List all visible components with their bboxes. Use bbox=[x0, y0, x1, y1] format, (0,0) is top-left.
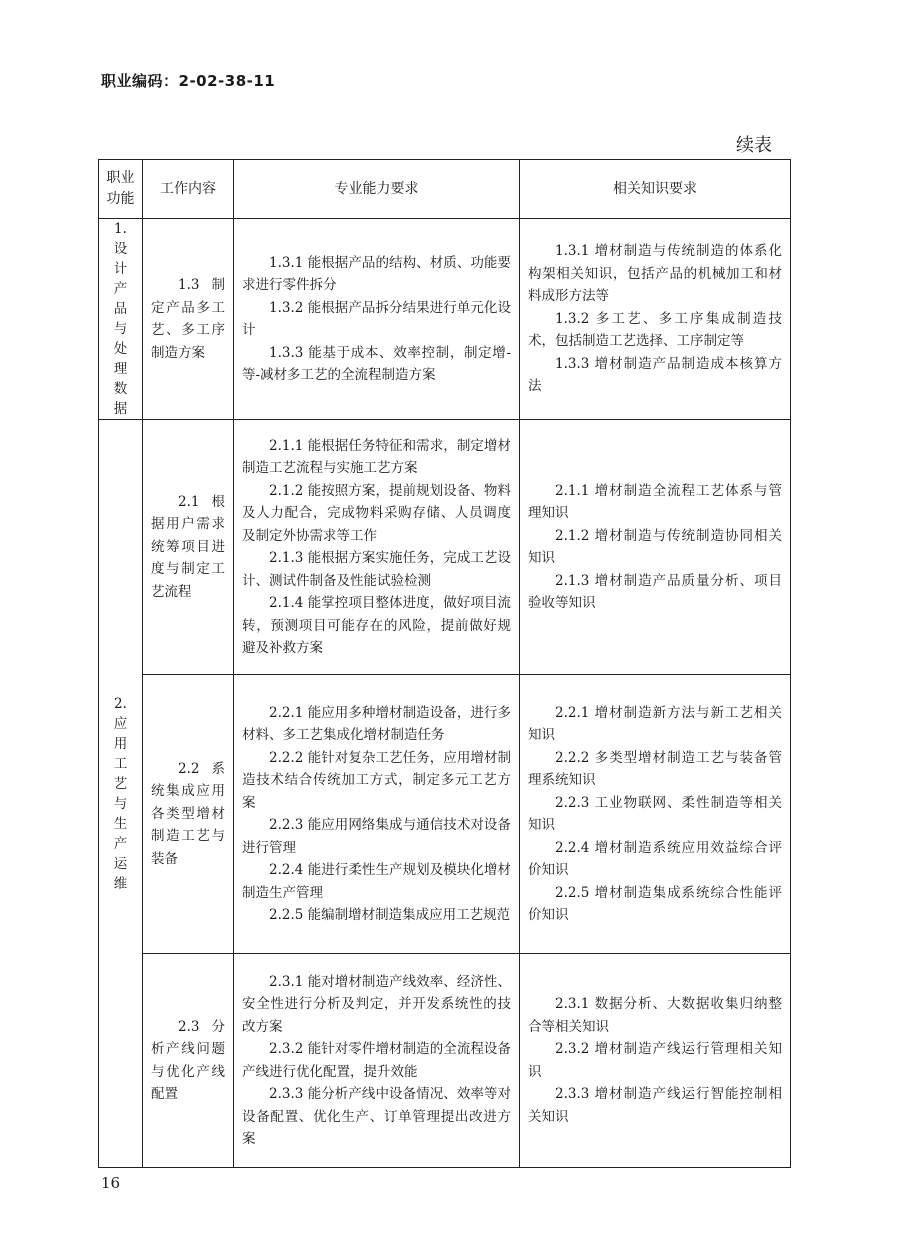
knowledge-cell bbox=[520, 675, 791, 954]
function-cell: 1. 设计产品与处理数据 bbox=[99, 219, 143, 420]
column-header-ability: 专业能力要求 bbox=[234, 160, 520, 219]
ability-cell bbox=[234, 675, 520, 954]
ability-item: 2.1.3 能根据方案实施任务，完成工艺设计、测试件制备及性能试验检测 bbox=[242, 550, 511, 589]
knowledge-item: 2.3.1 数据分析、大数据收集归纳整合等相关知识 bbox=[528, 996, 782, 1035]
knowledge-item: 2.2.5 增材制造集成系统综合性能评价知识 bbox=[528, 884, 782, 923]
function-cell: 2. 应用工艺与生产运维 bbox=[99, 420, 143, 1168]
ability-item: 2.2.3 能应用网络集成与通信技术对设备进行管理 bbox=[242, 817, 511, 856]
column-header-work: 工作内容 bbox=[143, 160, 234, 219]
occupation-code: 职业编码：2-02-38-11 bbox=[101, 72, 276, 90]
knowledge-item: 1.3.1 增材制造与传统制造的体系化构架相关知识，包括产品的机械加工和材料成形方法等 bbox=[528, 243, 782, 305]
ability-item: 1.3.1 能根据产品的结构、材质、功能要求进行零件拆分 bbox=[242, 254, 511, 293]
knowledge-item: 1.3.2 多工艺、多工序集成制造技术，包括制造工艺选择、工序制定等 bbox=[528, 310, 782, 350]
knowledge-cell bbox=[520, 219, 791, 420]
ability-cell bbox=[234, 954, 520, 1168]
work-cell: 2.2 系统集成应用各类型增材制造工艺与装备 bbox=[143, 675, 234, 954]
ability-cell bbox=[234, 219, 520, 420]
table-row bbox=[99, 675, 791, 954]
work-cell: 1.3 制定产品多工艺、多工序制造方案 bbox=[143, 219, 234, 420]
knowledge-item: 2.3.3 增材制造产线运行智能控制相关知识 bbox=[528, 1086, 782, 1125]
table-header-row bbox=[99, 160, 791, 219]
knowledge-item: 2.2.1 增材制造新方法与新工艺相关知识 bbox=[528, 704, 782, 743]
column-header-function: 职业 功能 bbox=[99, 160, 143, 219]
table-row bbox=[99, 954, 791, 1168]
table-row bbox=[99, 420, 791, 675]
knowledge-item: 2.1.1 增材制造全流程工艺体系与管理知识 bbox=[528, 482, 782, 521]
ability-item: 2.2.2 能针对复杂工艺任务，应用增材制造技术结合传统加工方式，制定多元工艺方案 bbox=[242, 749, 511, 811]
ability-item: 1.3.2 能根据产品拆分结果进行单元化设计 bbox=[242, 299, 511, 338]
column-header-knowledge: 相关知识要求 bbox=[520, 160, 791, 219]
page-number: 16 bbox=[101, 1174, 121, 1192]
knowledge-item: 2.3.2 增材制造产线运行管理相关知识 bbox=[528, 1041, 782, 1080]
knowledge-item: 2.2.4 增材制造系统应用效益综合评价知识 bbox=[528, 839, 782, 878]
knowledge-cell bbox=[520, 420, 791, 675]
ability-item: 2.2.4 能进行柔性生产规划及模块化增材制造生产管理 bbox=[242, 862, 511, 901]
ability-item: 2.1.1 能根据任务特征和需求，制定增材制造工艺流程与实施工艺方案 bbox=[242, 437, 511, 476]
ability-cell bbox=[234, 420, 520, 675]
knowledge-item: 2.2.3 工业物联网、柔性制造等相关知识 bbox=[528, 794, 782, 833]
knowledge-item: 2.1.2 增材制造与传统制造协同相关知识 bbox=[528, 527, 782, 566]
knowledge-cell bbox=[520, 954, 791, 1168]
knowledge-item: 2.1.3 增材制造产品质量分析、项目验收等知识 bbox=[528, 572, 782, 611]
work-cell: 2.3 分析产线问题与优化产线配置 bbox=[143, 954, 234, 1168]
ability-item: 2.3.3 能分析产线中设备情况、效率等对设备配置、优化生产、订单管理提出改进方案 bbox=[242, 1086, 511, 1147]
ability-item: 2.1.4 能掌控项目整体进度，做好项目流转，预测项目可能存在的风险，提前做好规避及补救方案 bbox=[242, 595, 511, 656]
ability-item: 2.3.1 能对增材制造产线效率、经济性、安全性进行分析及判定，并开发系统性的技改方案 bbox=[242, 973, 511, 1035]
continued-label: 续表 bbox=[736, 135, 772, 156]
table-row bbox=[99, 219, 791, 420]
ability-item: 2.1.2 能按照方案，提前规划设备、物料及人力配合，完成物料采购存储、人员调度及制定外协需求等工作 bbox=[242, 482, 511, 544]
ability-item: 2.2.1 能应用多种增材制造设备，进行多材料、多工艺集成化增材制造任务 bbox=[242, 704, 511, 743]
knowledge-item: 2.2.2 多类型增材制造工艺与装备管理系统知识 bbox=[528, 749, 782, 788]
ability-item: 2.3.2 能针对零件增材制造的全流程设备产线进行优化配置，提升效能 bbox=[242, 1041, 511, 1080]
work-cell: 2.1 根据用户需求统筹项目进度与制定工艺流程 bbox=[143, 420, 234, 675]
requirements-table bbox=[98, 159, 791, 1168]
knowledge-item: 1.3.3 增材制造产品制造成本核算方法 bbox=[528, 355, 782, 395]
ability-item: 2.2.5 能编制增材制造集成应用工艺规范 bbox=[269, 907, 511, 923]
ability-item: 1.3.3 能基于成本、效率控制，制定增-等-减材多工艺的全流程制造方案 bbox=[242, 344, 511, 383]
